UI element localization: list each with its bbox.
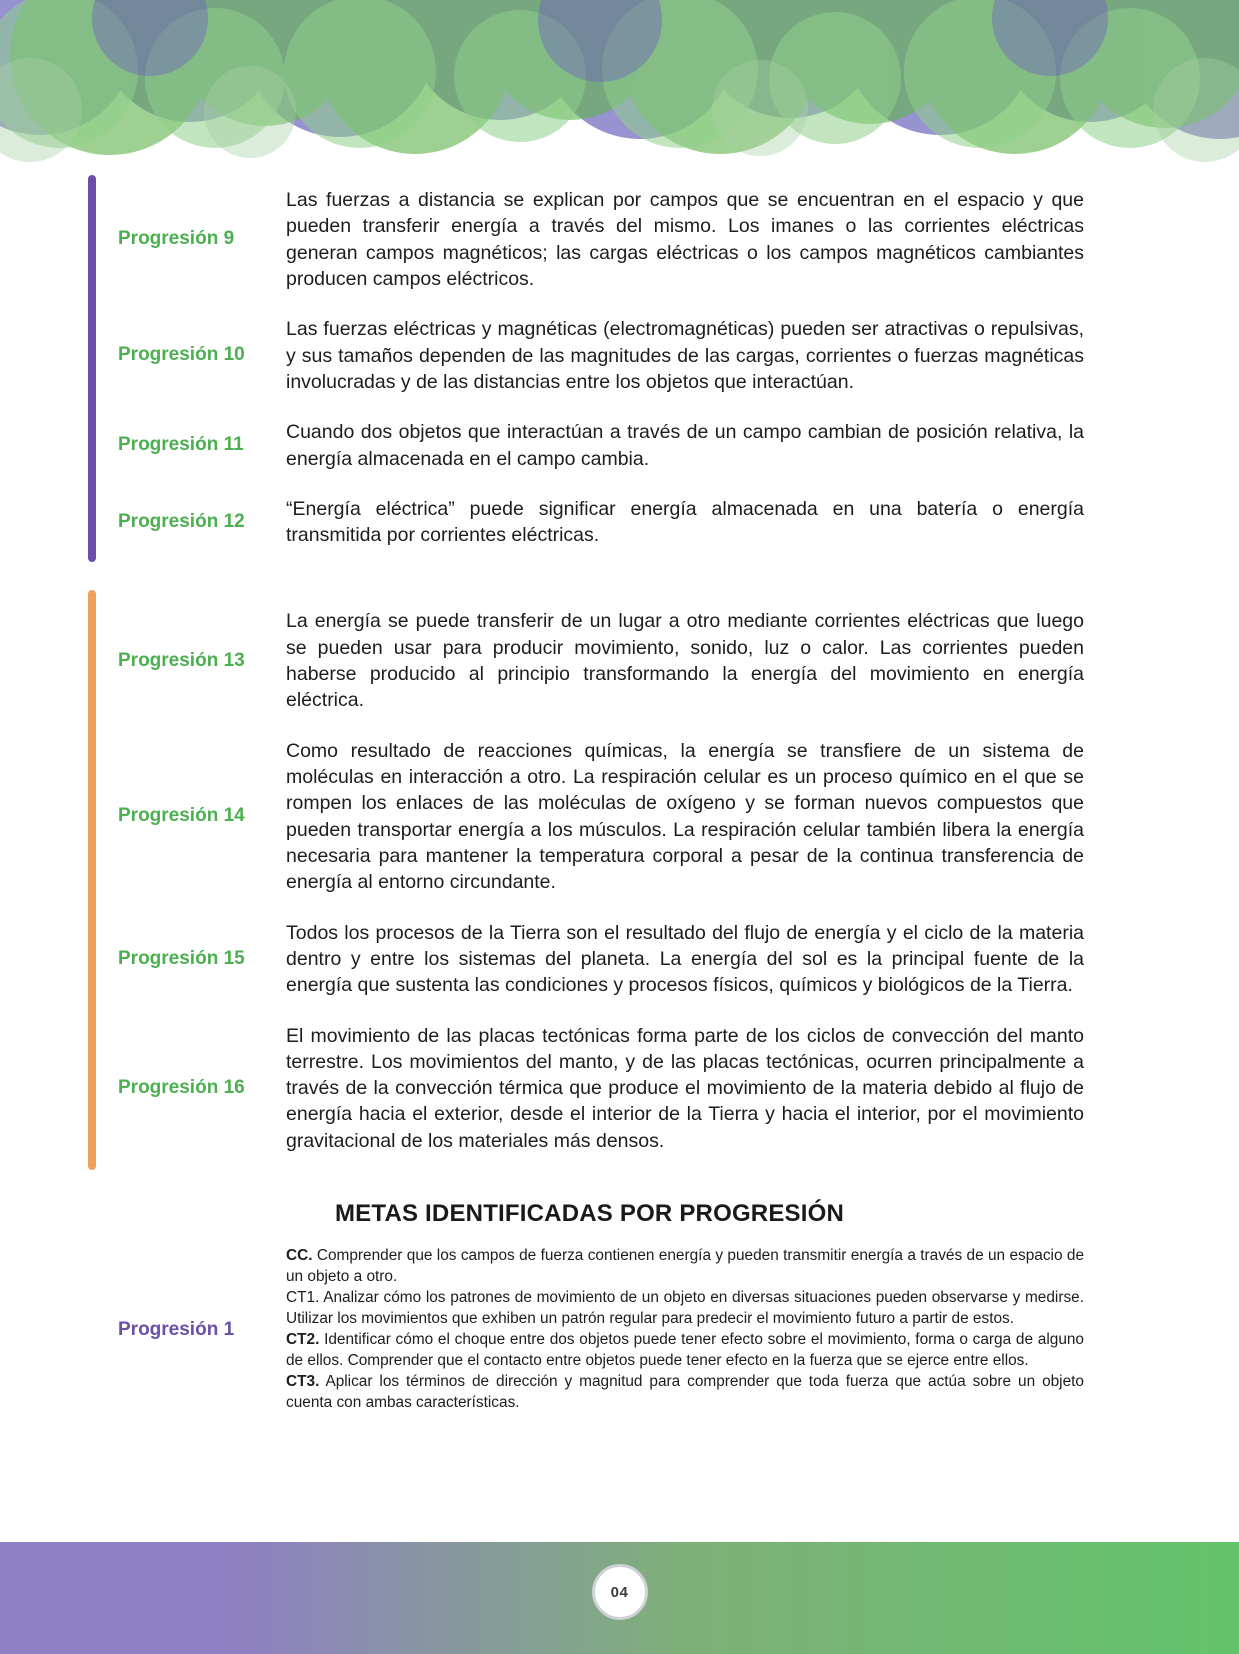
progression-label: Progresión 12 <box>118 510 245 532</box>
progression-label: Progresión 16 <box>118 1076 245 1098</box>
meta-text: Analizar cómo los patrones de movimiento de un objeto en diversas situaciones pueden observarse y medirse. Utilizar los movimientos que exhiben un patrón regular para predecir el movimiento futuro a partir de estos. <box>286 1288 1084 1327</box>
progression-label: Progresión 10 <box>118 344 245 366</box>
metas-row <box>0 1246 1239 1414</box>
meta-text: Aplicar los términos de dirección y magnitud para comprender que toda fuerza que actúa sobre un objeto cuenta con ambas características. <box>286 1372 1084 1411</box>
meta-item <box>286 1330 1084 1372</box>
progression-row <box>90 187 1239 292</box>
progression-label: Progresión 13 <box>118 649 245 671</box>
progression-label: Progresión 11 <box>118 434 244 456</box>
progression-text: “Energía eléctrica” puede significar energía almacenada en una batería o energía transmitida por corrientes eléctricas. <box>286 497 1084 547</box>
progression-row <box>90 920 1239 999</box>
progression-row <box>90 496 1239 549</box>
progression-text: El movimiento de las placas tectónicas forma parte de los ciclos de convección del manto terrestre. Los movimientos del manto, y de las placas tectónicas, ocurren principalmente a través de la convección térmica que produce el movimiento de la materia debido al flujo de energía hacia el exterior, desde el interior de la Tierra y hacia el interior, por el movimiento gravitacional de los materiales más densos. <box>286 1024 1084 1152</box>
progression-row <box>90 608 1239 713</box>
progression-row <box>90 316 1239 395</box>
meta-item <box>286 1246 1084 1288</box>
meta-code: CT3. <box>286 1372 320 1390</box>
meta-item <box>286 1372 1084 1414</box>
page-content <box>0 175 1239 1414</box>
meta-code: CT1. <box>286 1288 320 1306</box>
progression-text: Como resultado de reacciones químicas, la energía se transfiere de un sistema de moléculas en interacción a otro. La respiración celular es un proceso químico en el que se rompen los enlaces de las moléculas de oxígeno y se forman nuevos compuestos que pueden transportar energía a los músculos. La respiración celular también libera la energía necesaria para mantener la temperatura corporal a pesar de la continua transferencia de energía al entorno circundante. <box>286 739 1084 894</box>
progression-text: Las fuerzas eléctricas y magnéticas (electromagnéticas) pueden ser atractivas o repulsivas, y sus tamaños dependen de las magnitudes de las cargas, corrientes o fuerzas magnéticas involucradas y de las distancias entre los objetos que interactúan. <box>286 318 1084 393</box>
progression-text: Las fuerzas a distancia se explican por campos que se encuentran en el espacio y que pueden transferir energía a través del mismo. Los imanes o las corrientes eléctricas generan campos magnéticos; las cargas eléctricas o los campos magnéticos cambiantes producen campos eléctricos. <box>286 189 1084 290</box>
header-decoration <box>0 0 1239 175</box>
group-accent-bar-purple <box>88 175 96 562</box>
metas-progression-label: Progresión 1 <box>118 1318 235 1340</box>
metas-body <box>286 1246 1239 1414</box>
meta-code: CT2. <box>286 1330 320 1348</box>
progression-label: Progresión 15 <box>118 947 245 969</box>
page-number-badge: 04 <box>592 1564 648 1620</box>
progression-row <box>90 419 1239 472</box>
meta-item <box>286 1288 1084 1330</box>
progression-label: Progresión 9 <box>118 228 235 250</box>
meta-text: Comprender que los campos de fuerza contienen energía y pueden transmitir energía a través de un espacio de un objeto a otro. <box>286 1247 1084 1285</box>
group-accent-bar-orange <box>88 590 96 1170</box>
meta-text: Identificar cómo el choque entre dos objetos puede tener efecto sobre el movimiento, forma o carga de alguno de ellos. Comprender que el contacto entre objetos puede tener efecto en la fuerza que se ejerce entre ellos. <box>286 1330 1084 1369</box>
progression-text: Cuando dos objetos que interactúan a través de un campo cambian de posición relativa, la energía almacenada en el campo cambia. <box>286 421 1084 470</box>
progression-row <box>90 738 1239 896</box>
meta-code: CC. <box>286 1247 313 1265</box>
metas-section-title: METAS IDENTIFICADAS POR PROGRESIÓN <box>334 1200 845 1228</box>
progression-group-orange <box>0 590 1239 1170</box>
progression-row <box>90 1023 1239 1155</box>
progression-text: La energía se puede transferir de un lugar a otro mediante corrientes eléctricas que luego se pueden usar para producir movimiento, sonido, luz o calor. Las corrientes pueden haberse producido al principio transformando la energía del movimiento en energía eléctrica. <box>286 610 1084 712</box>
progression-text: Todos los procesos de la Tierra son el resultado del flujo de energía y el ciclo de la materia dentro y entre los sistemas del planeta. La energía del sol es la principal fuente de la energía que sustenta las condiciones y procesos físicos, químicos y biológicos de la Tierra. <box>286 921 1084 997</box>
progression-group-purple <box>0 175 1239 562</box>
progression-label: Progresión 14 <box>118 805 245 827</box>
